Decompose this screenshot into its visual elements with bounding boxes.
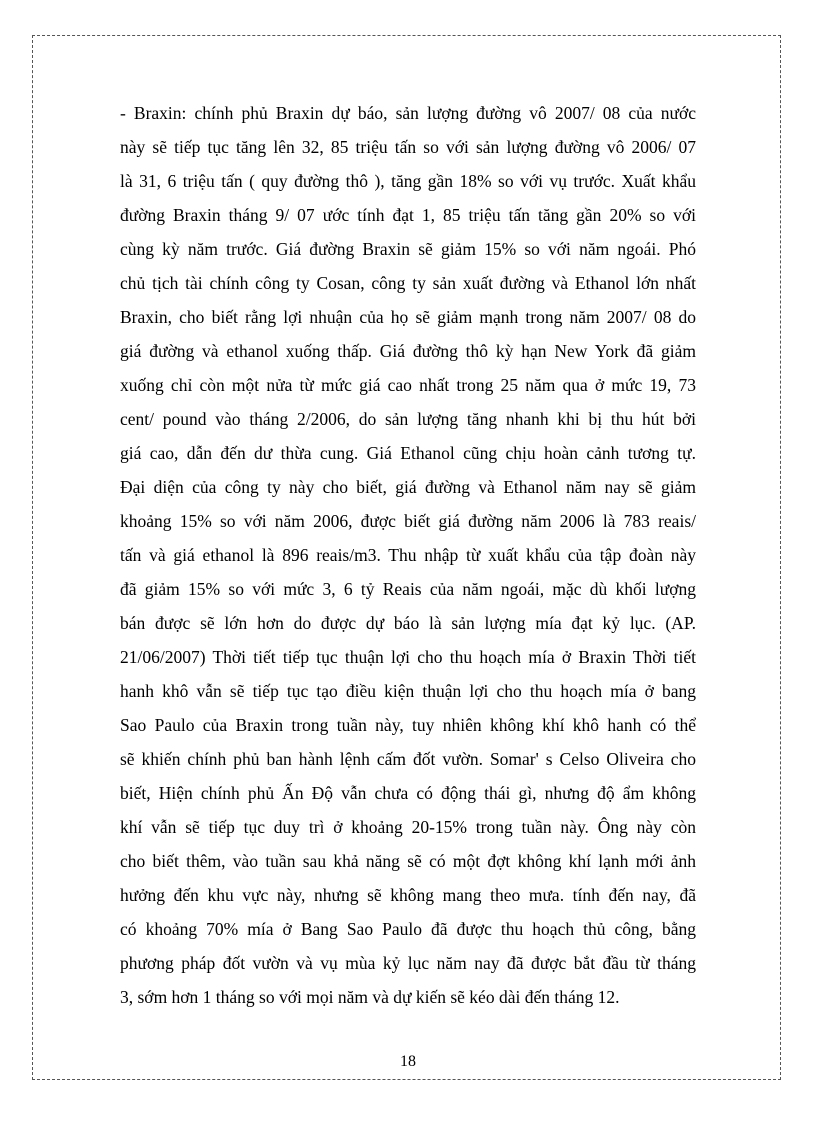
text-line: bán được sẽ lớn hơn do được dự báo là sản lượng mía đạt kỷ lục. (AP.: [120, 613, 696, 633]
text-line: sẽ khiến chính phủ ban hành lệnh cấm đốt vườn. Somar' s Celso Oliveira cho: [120, 749, 696, 769]
text-line: cent/ pound vào tháng 2/2006, do sản lượng tăng nhanh khi bị thu hút bởi: [120, 409, 696, 429]
text-line: này sẽ tiếp tục tăng lên 32, 85 triệu tấn so với sản lượng đường vô 2006/ 07: [120, 137, 696, 157]
text-line: khí vẫn sẽ tiếp tục duy trì ở khoảng 20-15% trong tuần này. Ông này còn: [120, 817, 696, 837]
text-line: chủ tịch tài chính công ty Cosan, công ty sản xuất đường và Ethanol lớn nhất: [120, 273, 696, 293]
text-line: hưởng đến khu vực này, nhưng sẽ không mang theo mưa. tính đến nay, đã: [120, 885, 696, 905]
text-line: 3, sớm hơn 1 tháng so với mọi năm và dự kiến sẽ kéo dài đến tháng 12.: [120, 987, 620, 1007]
text-line: Braxin, cho biết rằng lợi nhuận của họ sẽ giảm mạnh trong năm 2007/ 08 do: [120, 307, 696, 327]
text-line: 21/06/2007) Thời tiết tiếp tục thuận lợi cho thu hoạch mía ở Braxin Thời tiết: [120, 647, 696, 667]
body-paragraph: [120, 96, 696, 1014]
text-line: cho biết thêm, vào tuần sau khả năng sẽ có một đợt không khí lạnh mới ảnh: [120, 851, 696, 871]
page-number: 18: [400, 1053, 416, 1070]
text-line: đã giảm 15% so với mức 3, 6 tỷ Reais của năm ngoái, mặc dù khối lượng: [120, 579, 696, 599]
text-line: giá đường và ethanol xuống thấp. Giá đường thô kỳ hạn New York đã giảm: [120, 341, 696, 361]
text-line: là 31, 6 triệu tấn ( quy đường thô ), tăng gần 18% so với vụ trước. Xuất khẩu: [120, 171, 696, 191]
text-line: biết, Hiện chính phủ Ấn Độ vẫn chưa có động thái gì, nhưng độ ẩm không: [120, 783, 696, 803]
text-line: - Braxin: chính phủ Braxin dự báo, sản lượng đường vô 2007/ 08 của nước: [120, 103, 696, 123]
text-line: khoảng 15% so với năm 2006, được biết giá đường năm 2006 là 783 reais/: [120, 511, 696, 531]
text-line: có khoảng 70% mía ở Bang Sao Paulo đã được thu hoạch thủ công, bằng: [120, 919, 696, 939]
text-line: xuống chỉ còn một nửa từ mức giá cao nhất trong 25 năm qua ở mức 19, 73: [120, 375, 696, 395]
text-line: Sao Paulo của Braxin trong tuần này, tuy nhiên không khí khô hanh có thể: [120, 715, 696, 735]
text-line: tấn và giá ethanol là 896 reais/m3. Thu nhập từ xuất khẩu của tập đoàn này: [120, 545, 696, 565]
text-line: giá cao, dẫn đến dư thừa cung. Giá Ethanol cũng chịu hoàn cảnh tương tự.: [120, 443, 696, 463]
text-line: Đại diện của công ty này cho biết, giá đường và Ethanol năm nay sẽ giảm: [120, 477, 696, 497]
text-line: cùng kỳ năm trước. Giá đường Braxin sẽ giảm 15% so với năm ngoái. Phó: [120, 239, 696, 259]
text-line: phương pháp đốt vườn và vụ mùa kỷ lục năm nay đã được bắt đầu từ tháng: [120, 953, 696, 973]
text-line: hanh khô vẫn sẽ tiếp tục tạo điều kiện thuận lợi cho thu hoạch mía ở bang: [120, 681, 696, 701]
text-line: đường Braxin tháng 9/ 07 ước tính đạt 1, 85 triệu tấn tăng gần 20% so với: [120, 205, 696, 225]
